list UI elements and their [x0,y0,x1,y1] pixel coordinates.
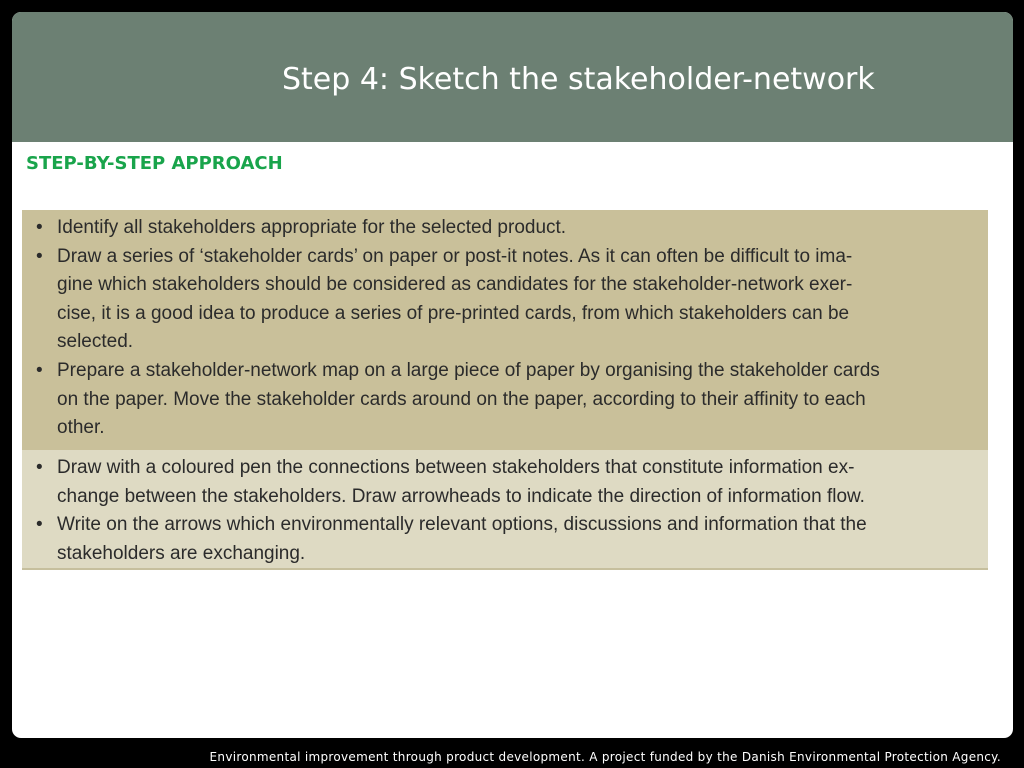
steps-panel-1 [22,210,988,450]
title-bar [12,12,1013,142]
step-item [36,511,974,568]
step-item [36,214,974,243]
step-item [36,357,974,443]
step-line: stakeholders are exchanging. [57,542,306,564]
step-line: • Prepare a stakeholder-network map on a large piece of paper by organising the stakeholder cards [57,359,880,381]
step-line: on the paper. Move the stakeholder cards around on the paper, according to their affinity to each [57,388,866,410]
step-line: selected. [57,331,134,353]
step-line: • Identify all stakeholders appropriate for the selected product. [57,217,567,238]
step-line: • Draw a series of ‘stakeholder cards’ on paper or post-it notes. As it can often be difficult to ima- [57,245,853,267]
step-line: • Write on the arrows which environmentally relevant options, discussions and information that the [57,514,867,536]
step-line: gine which stakeholders should be considered as candidates for the stakeholder-network exer- [57,274,853,296]
step-item [36,243,974,357]
steps-list-2 [36,454,974,568]
step-line: • Draw with a coloured pen the connections between stakeholders that constitute information ex- [57,457,855,478]
slide [12,12,1013,738]
steps-list-1 [36,214,974,443]
slide-title: Step 4: Sketch the stakeholder-network [282,62,875,97]
step-line: change between the stakeholders. Draw arrowheads to indicate the direction of information flow. [57,485,865,507]
footer-credit: Environmental improvement through product development. A project funded by the Danish Environmental Protection Agency. [209,750,1001,764]
step-item [36,454,974,511]
step-line: cise, it is a good idea to produce a series of pre-printed cards, from which stakeholders can be [57,302,850,324]
section-heading: STEP-BY-STEP APPROACH [26,153,283,174]
step-line: other. [57,417,105,439]
steps-panel-2 [22,450,988,570]
